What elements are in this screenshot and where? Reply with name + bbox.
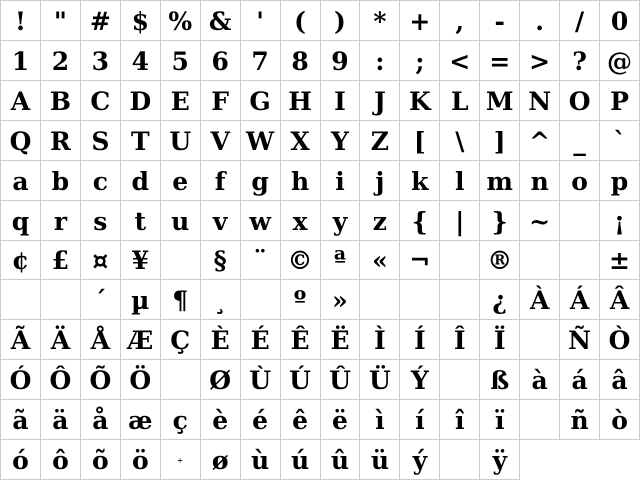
glyph-cell: Å [81, 320, 121, 360]
glyph-cell: x [281, 201, 321, 241]
glyph-cell: Ò [600, 320, 640, 360]
glyph-cell: K [400, 81, 440, 121]
glyph-cell: C [81, 81, 121, 121]
glyph-cell: $ [121, 1, 161, 41]
glyph-cell: © [281, 241, 321, 281]
glyph-cell: é [241, 400, 281, 440]
glyph-cell: Ì [360, 320, 400, 360]
glyph-cell: o [560, 161, 600, 201]
glyph-cell: ÷ [161, 440, 201, 480]
glyph-cell: e [161, 161, 201, 201]
glyph-cell: Ë [321, 320, 361, 360]
glyph-cell: I [321, 81, 361, 121]
glyph-cell: g [241, 161, 281, 201]
glyph-cell: ç [161, 400, 201, 440]
glyph-cell: £ [41, 241, 81, 281]
glyph-cell: Y [321, 121, 361, 161]
glyph-cell: 7 [241, 41, 281, 81]
glyph-cell: \ [440, 121, 480, 161]
glyph-cell: Z [360, 121, 400, 161]
glyph-cell: ÿ [480, 440, 520, 480]
glyph-cell: ' [241, 1, 281, 41]
empty-glyph-cell [161, 360, 201, 400]
glyph-cell: | [440, 201, 480, 241]
glyph-cell: r [41, 201, 81, 241]
glyph-cell: ä [41, 400, 81, 440]
glyph-cell: @ [600, 41, 640, 81]
glyph-cell: ò [600, 400, 640, 440]
glyph-cell: > [520, 41, 560, 81]
glyph-cell: 0 [600, 1, 640, 41]
glyph-cell: i [321, 161, 361, 201]
glyph-cell: V [201, 121, 241, 161]
empty-glyph-cell [520, 241, 560, 281]
glyph-cell: ô [41, 440, 81, 480]
glyph-cell: É [241, 320, 281, 360]
glyph-cell: ¿ [480, 280, 520, 320]
glyph-cell: } [480, 201, 520, 241]
glyph-cell: _ [560, 121, 600, 161]
glyph-cell: [ [400, 121, 440, 161]
glyph-cell: º [281, 280, 321, 320]
empty-glyph-cell [560, 241, 600, 281]
glyph-cell: & [201, 1, 241, 41]
glyph-cell: ] [480, 121, 520, 161]
glyph-cell: s [81, 201, 121, 241]
glyph-cell: S [81, 121, 121, 161]
glyph-cell: 4 [121, 41, 161, 81]
glyph-cell: - [480, 1, 520, 41]
glyph-cell: ` [600, 121, 640, 161]
empty-glyph-cell [400, 280, 440, 320]
glyph-cell: À [520, 280, 560, 320]
glyph-cell: d [121, 161, 161, 201]
glyph-cell: ¶ [161, 280, 201, 320]
empty-glyph-cell [241, 280, 281, 320]
table-end-void [520, 440, 560, 480]
glyph-cell: ý [400, 440, 440, 480]
glyph-cell: 2 [41, 41, 81, 81]
glyph-cell: ¥ [121, 241, 161, 281]
glyph-cell: í [400, 400, 440, 440]
glyph-cell: N [520, 81, 560, 121]
glyph-cell: 5 [161, 41, 201, 81]
glyph-cell: Ã [1, 320, 41, 360]
glyph-cell: ï [480, 400, 520, 440]
glyph-cell: ë [321, 400, 361, 440]
glyph-cell: ó [1, 440, 41, 480]
glyph-cell: Ö [121, 360, 161, 400]
glyph-cell: Û [321, 360, 361, 400]
glyph-cell: L [440, 81, 480, 121]
glyph-cell: á [560, 360, 600, 400]
glyph-cell: j [360, 161, 400, 201]
glyph-cell: å [81, 400, 121, 440]
empty-glyph-cell [440, 241, 480, 281]
glyph-cell: c [81, 161, 121, 201]
glyph-cell: f [201, 161, 241, 201]
glyph-cell: H [281, 81, 321, 121]
glyph-cell: # [81, 1, 121, 41]
glyph-cell: M [480, 81, 520, 121]
glyph-cell: ã [1, 400, 41, 440]
glyph-cell: ~ [520, 201, 560, 241]
glyph-cell: Í [400, 320, 440, 360]
glyph-cell: P [600, 81, 640, 121]
glyph-cell: y [321, 201, 361, 241]
glyph-cell: ¢ [1, 241, 41, 281]
glyph-cell: " [41, 1, 81, 41]
glyph-cell: Ô [41, 360, 81, 400]
glyph-cell: Â [600, 280, 640, 320]
glyph-cell: T [121, 121, 161, 161]
glyph-cell: O [560, 81, 600, 121]
glyph-cell: Ê [281, 320, 321, 360]
glyph-cell: â [600, 360, 640, 400]
glyph-cell: Ø [201, 360, 241, 400]
glyph-cell: « [360, 241, 400, 281]
glyph-cell: v [201, 201, 241, 241]
glyph-cell: m [480, 161, 520, 201]
glyph-cell: Æ [121, 320, 161, 360]
glyph-cell: p [600, 161, 640, 201]
glyph-cell: h [281, 161, 321, 201]
glyph-cell: / [560, 1, 600, 41]
glyph-cell: A [1, 81, 41, 121]
glyph-cell: ® [480, 241, 520, 281]
glyph-cell: Ù [241, 360, 281, 400]
glyph-cell: î [440, 400, 480, 440]
glyph-cell: ^ [520, 121, 560, 161]
glyph-cell: W [241, 121, 281, 161]
glyph-cell: à [520, 360, 560, 400]
glyph-cell: ê [281, 400, 321, 440]
glyph-cell: » [321, 280, 361, 320]
table-end-void [600, 440, 640, 480]
glyph-cell: ! [1, 1, 41, 41]
glyph-cell: Ä [41, 320, 81, 360]
glyph-cell: U [161, 121, 201, 161]
glyph-cell: ´ [81, 280, 121, 320]
glyph-cell: ì [360, 400, 400, 440]
glyph-cell: X [281, 121, 321, 161]
glyph-cell: ( [281, 1, 321, 41]
glyph-cell: ú [281, 440, 321, 480]
empty-glyph-cell [360, 280, 400, 320]
table-end-void [560, 440, 600, 480]
glyph-cell: ¬ [400, 241, 440, 281]
glyph-cell: n [520, 161, 560, 201]
empty-glyph-cell [161, 241, 201, 281]
glyph-cell: æ [121, 400, 161, 440]
glyph-cell: Ü [360, 360, 400, 400]
glyph-cell: Á [560, 280, 600, 320]
empty-glyph-cell [440, 440, 480, 480]
glyph-cell: * [360, 1, 400, 41]
glyph-cell: ¸ [201, 280, 241, 320]
glyph-cell: F [201, 81, 241, 121]
glyph-cell: 3 [81, 41, 121, 81]
glyph-cell: Ý [400, 360, 440, 400]
glyph-cell: ? [560, 41, 600, 81]
glyph-cell: è [201, 400, 241, 440]
glyph-cell: = [480, 41, 520, 81]
glyph-cell: § [201, 241, 241, 281]
glyph-cell: G [241, 81, 281, 121]
glyph-cell: û [321, 440, 361, 480]
empty-glyph-cell [440, 280, 480, 320]
glyph-cell: w [241, 201, 281, 241]
glyph-cell: , [440, 1, 480, 41]
glyph-cell: a [1, 161, 41, 201]
glyph-cell: z [360, 201, 400, 241]
glyph-cell: u [161, 201, 201, 241]
glyph-cell: ; [400, 41, 440, 81]
glyph-cell: õ [81, 440, 121, 480]
empty-glyph-cell [520, 320, 560, 360]
glyph-cell: D [121, 81, 161, 121]
glyph-cell: Ï [480, 320, 520, 360]
glyph-cell: 6 [201, 41, 241, 81]
glyph-cell: Õ [81, 360, 121, 400]
glyph-cell: Î [440, 320, 480, 360]
glyph-cell: Ç [161, 320, 201, 360]
glyph-cell: Ó [1, 360, 41, 400]
glyph-cell: ) [321, 1, 361, 41]
glyph-cell: Ú [281, 360, 321, 400]
glyph-cell: J [360, 81, 400, 121]
glyph-cell: ö [121, 440, 161, 480]
glyph-cell: ß [480, 360, 520, 400]
glyph-cell: { [400, 201, 440, 241]
glyph-cell: B [41, 81, 81, 121]
glyph-cell: l [440, 161, 480, 201]
glyph-cell: ± [600, 241, 640, 281]
glyph-cell: 9 [321, 41, 361, 81]
glyph-cell: ¤ [81, 241, 121, 281]
glyph-cell: Ñ [560, 320, 600, 360]
glyph-cell: µ [121, 280, 161, 320]
glyph-cell: . [520, 1, 560, 41]
glyph-cell: % [161, 1, 201, 41]
glyph-cell: k [400, 161, 440, 201]
glyph-cell: q [1, 201, 41, 241]
empty-glyph-cell [41, 280, 81, 320]
glyph-cell: ª [321, 241, 361, 281]
glyph-cell: t [121, 201, 161, 241]
glyph-cell: Q [1, 121, 41, 161]
empty-glyph-cell [1, 280, 41, 320]
empty-glyph-cell [520, 400, 560, 440]
glyph-cell: ü [360, 440, 400, 480]
glyph-cell: ñ [560, 400, 600, 440]
glyph-cell: + [400, 1, 440, 41]
glyph-cell: ø [201, 440, 241, 480]
glyph-cell: R [41, 121, 81, 161]
empty-glyph-cell [560, 201, 600, 241]
glyph-cell: È [201, 320, 241, 360]
glyph-cell: b [41, 161, 81, 201]
glyph-cell: 1 [1, 41, 41, 81]
glyph-cell: : [360, 41, 400, 81]
glyph-cell: < [440, 41, 480, 81]
glyph-cell: E [161, 81, 201, 121]
glyph-cell: ¡ [600, 201, 640, 241]
glyph-cell: ¨ [241, 241, 281, 281]
glyph-cell: 8 [281, 41, 321, 81]
empty-glyph-cell [440, 360, 480, 400]
glyph-cell: ù [241, 440, 281, 480]
